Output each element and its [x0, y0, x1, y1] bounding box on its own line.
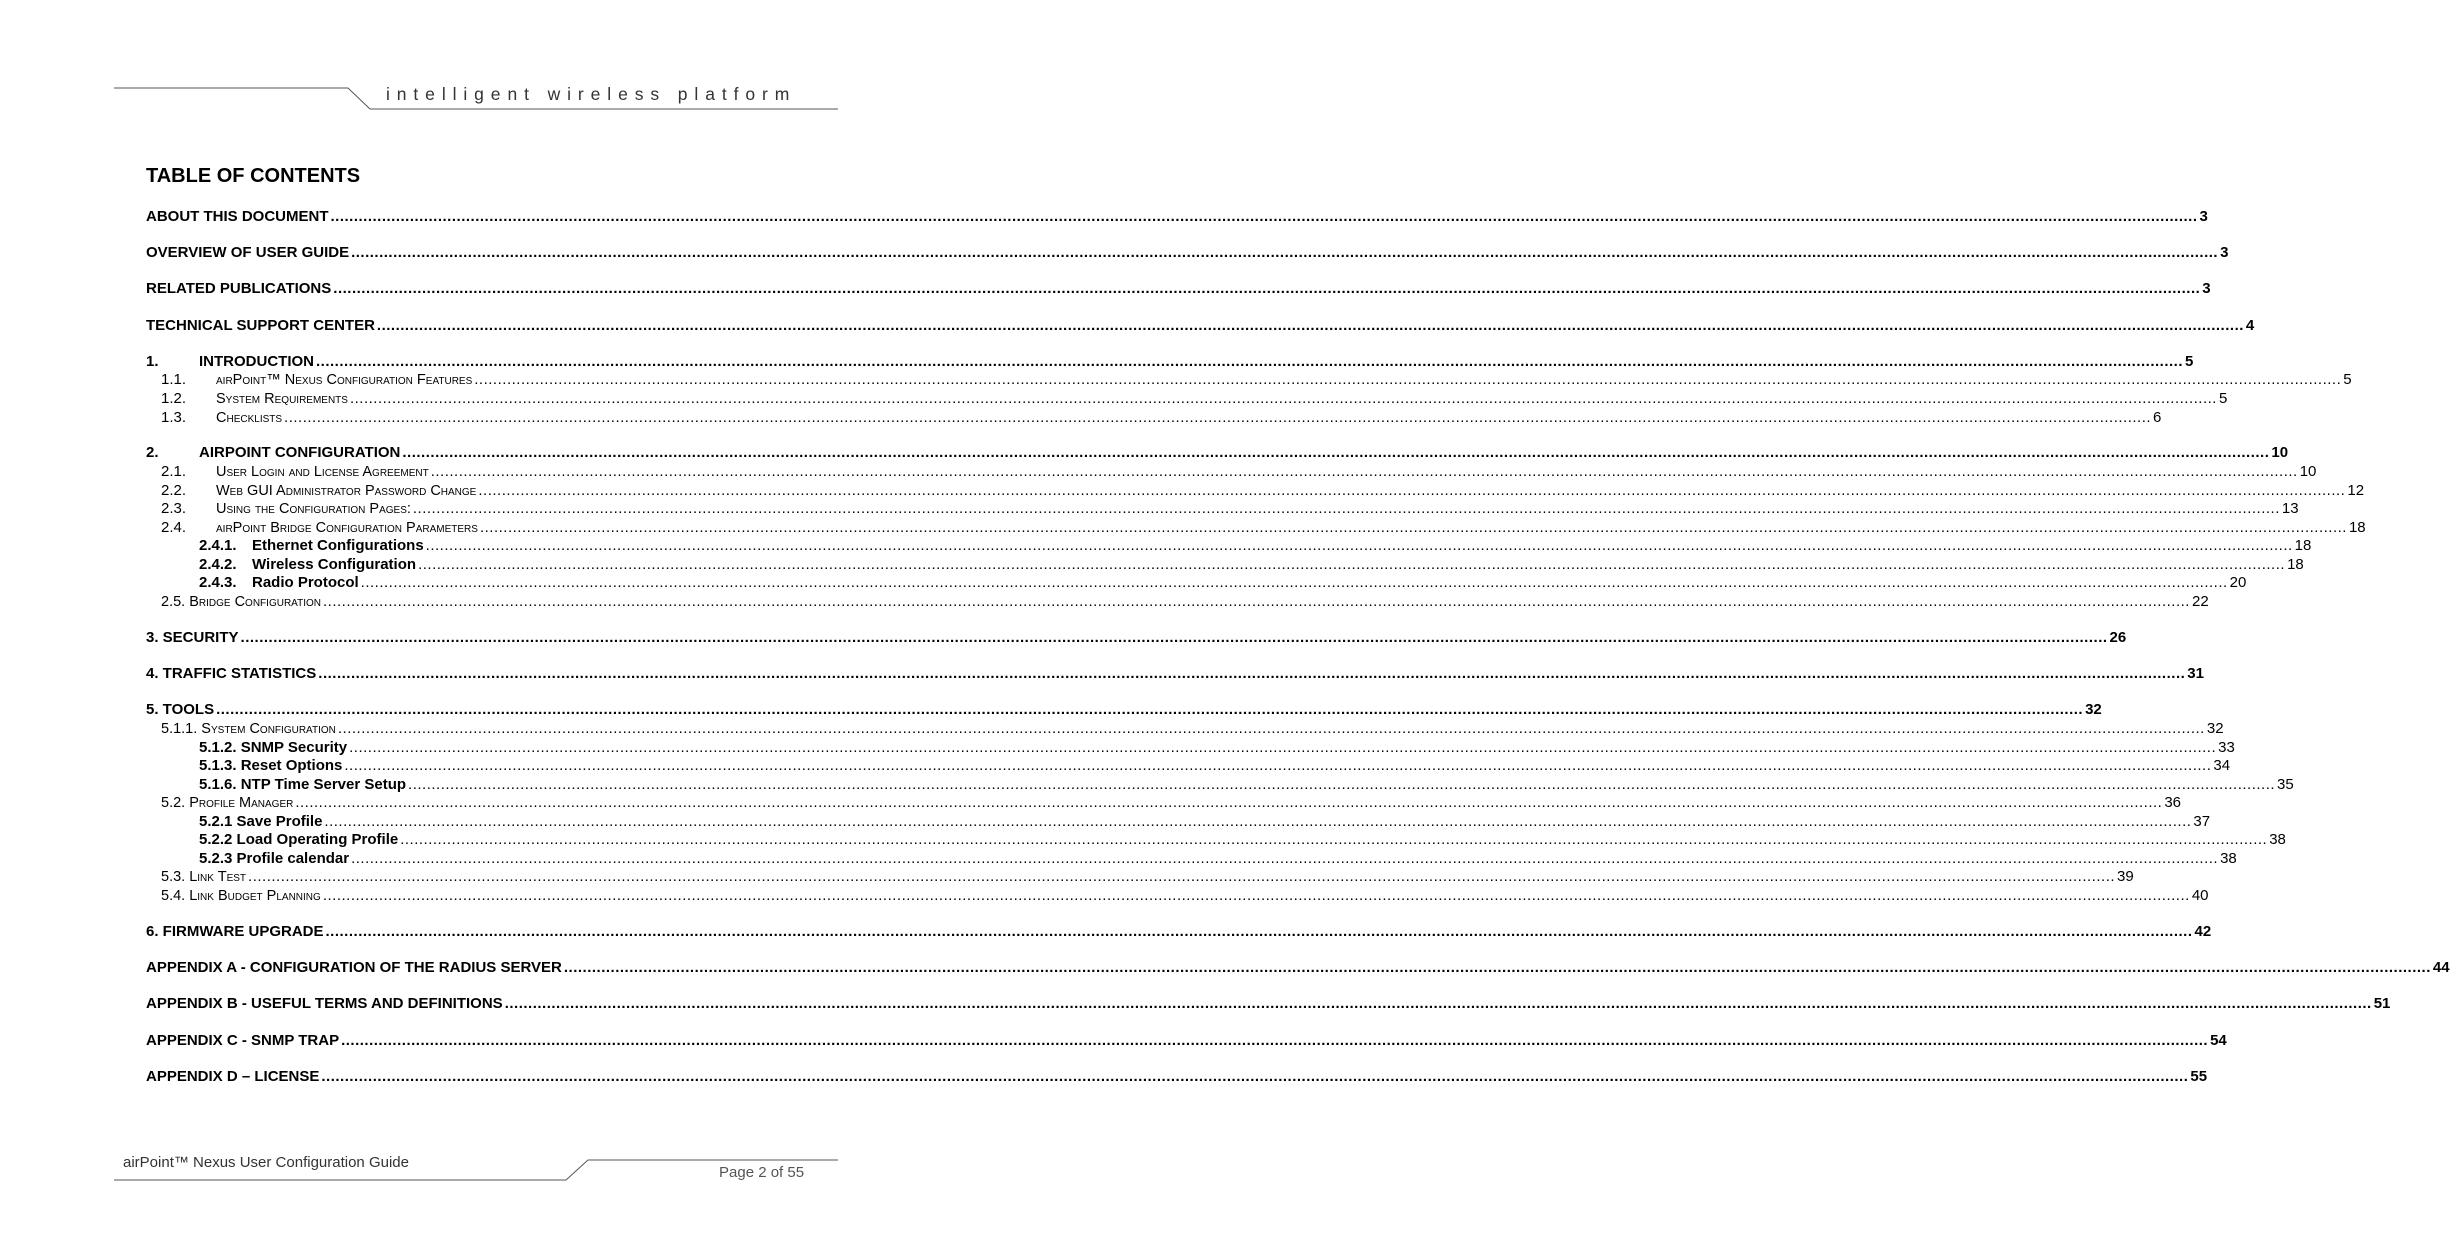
toc-entry-label: 6. FIRMWARE UPGRADE — [146, 923, 324, 940]
toc-entry-label: 5.2.3 Profile calendar — [199, 850, 350, 867]
toc-dot-leader: ................................................................................................................................................................................................................................................................................................................................................................................................................ — [474, 371, 2342, 388]
toc-entry-page: 22 — [2191, 593, 2209, 610]
toc-entry-number: 2.4.3. — [199, 574, 237, 591]
toc-entry[interactable] — [146, 922, 2212, 941]
toc-entry[interactable] — [146, 628, 2127, 647]
toc-entry-page: 34 — [2213, 757, 2231, 774]
toc-entry-page: 38 — [2269, 831, 2286, 848]
toc-entry-label: Wireless Configuration — [252, 556, 417, 573]
toc-dot-leader: ................................................................................................................................................................................................................................................................................................................................................................................................................ — [402, 444, 2270, 461]
footer-doc-title: airPoint™ Nexus User Configuration Guide — [123, 1154, 409, 1171]
toc-dot-leader: ................................................................................................................................................................................................................................................................................................................................................................................................................ — [318, 665, 2186, 682]
toc-entry[interactable] — [146, 536, 2312, 555]
toc-entry-number: 2.2. — [161, 482, 187, 499]
toc-entry-label: 5. TOOLS — [146, 701, 215, 718]
toc-dot-leader: ................................................................................................................................................................................................................................................................................................................................................................................................................ — [563, 959, 2431, 976]
toc-entry-page: 10 — [2271, 444, 2289, 461]
toc-entry-label: 5.1.3. Reset Options — [199, 757, 343, 774]
toc-dot-leader: ................................................................................................................................................................................................................................................................................................................................................................................................................ — [295, 794, 2163, 811]
toc-entry-page: 51 — [2373, 995, 2391, 1012]
footer-page-number: Page 2 of 55 — [719, 1164, 805, 1181]
toc-entry-page: 36 — [2164, 794, 2182, 811]
toc-entry-page: 4 — [2245, 317, 2255, 334]
toc-entry-label: 5.1.2. SNMP Security — [199, 739, 348, 756]
toc-entry[interactable] — [146, 499, 2299, 518]
toc-entry-number: 1.3. — [161, 409, 187, 426]
toc-entry[interactable] — [146, 812, 2211, 831]
toc-entry-label: 3. SECURITY — [146, 629, 239, 646]
toc-entry-label: User Login and License Agreement — [216, 464, 429, 480]
toc-entry-label: APPENDIX D – LICENSE — [146, 1068, 320, 1085]
toc-entry-label: APPENDIX A - CONFIGURATION OF THE RADIUS SERVER — [146, 959, 562, 976]
toc-entry-page: 5 — [2185, 353, 2194, 370]
toc-entry-page: 44 — [2432, 959, 2450, 976]
toc-entry[interactable] — [146, 886, 2209, 905]
toc-entry-page: 18 — [2348, 519, 2366, 536]
toc-entry-label: 5.2. Profile Manager — [161, 795, 294, 811]
toc-dot-leader: ................................................................................................................................................................................................................................................................................................................................................................................................................ — [322, 593, 2190, 610]
toc-dot-leader: ................................................................................................................................................................................................................................................................................................................................................................................................................ — [412, 500, 2280, 517]
toc-entry-label: Web GUI Administrator Password Change — [216, 483, 477, 499]
toc-entry-page: 18 — [2294, 537, 2312, 554]
header-tagline: intelligent wireless platform — [386, 84, 797, 104]
toc-entry-page: 33 — [2218, 739, 2235, 756]
toc-entry-label: AIRPOINT CONFIGURATION — [199, 444, 401, 461]
toc-entry[interactable] — [146, 207, 2208, 226]
toc-entry-page: 54 — [2210, 1032, 2227, 1049]
toc-entry[interactable] — [146, 664, 2204, 683]
toc-entry-page: 10 — [2299, 463, 2317, 480]
toc-entry-page: 18 — [2287, 556, 2304, 573]
toc-entry-page: 3 — [2220, 244, 2229, 261]
toc-entry-number: 2.3. — [161, 500, 187, 517]
toc-entry-label: ABOUT THIS DOCUMENT — [146, 208, 329, 225]
toc-entry-label: 5.4. Link Budget Planning — [161, 888, 321, 904]
toc-entry-number: 2.1. — [161, 463, 187, 480]
toc-entry-page: 40 — [2191, 887, 2209, 904]
toc-entry-number: 2. — [146, 444, 159, 461]
toc-entry-label: 5.1.1. System Configuration — [161, 721, 336, 737]
toc-entry-page: 32 — [2206, 720, 2224, 737]
toc-entry-label: 5.1.6. NTP Time Server Setup — [199, 776, 407, 793]
toc-entry[interactable] — [146, 738, 2235, 757]
toc-entry-page: 32 — [2085, 701, 2102, 718]
toc-dot-leader: ................................................................................................................................................................................................................................................................................................................................................................................................................ — [351, 244, 2219, 261]
toc-entry[interactable] — [146, 994, 2391, 1013]
toc-entry-page: 35 — [2277, 776, 2294, 793]
toc-entry-label: 5.2.1 Save Profile — [199, 813, 323, 830]
toc-dot-leader: ................................................................................................................................................................................................................................................................................................................................................................................................................ — [330, 208, 2198, 225]
toc-entry-label: 4. TRAFFIC STATISTICS — [146, 665, 317, 682]
toc-entry[interactable] — [146, 462, 2317, 481]
toc-entry[interactable] — [146, 867, 2134, 886]
toc-entry[interactable] — [146, 352, 2194, 371]
toc-dot-leader: ................................................................................................................................................................................................................................................................................................................................................................................................................ — [321, 1068, 2189, 1085]
toc-entry-label: Ethernet Configurations — [252, 537, 424, 554]
toc-entry[interactable] — [146, 279, 2211, 298]
toc-dot-leader: ................................................................................................................................................................................................................................................................................................................................................................................................................ — [349, 739, 2217, 756]
toc-entry[interactable] — [146, 958, 2450, 977]
toc-dot-leader: ................................................................................................................................................................................................................................................................................................................................................................................................................ — [430, 463, 2298, 480]
toc-entry-page: 12 — [2347, 482, 2365, 499]
toc-entry[interactable] — [146, 830, 2286, 849]
toc-entry[interactable] — [146, 481, 2365, 500]
table-of-contents — [146, 0, 2450, 1235]
toc-dot-leader: ................................................................................................................................................................................................................................................................................................................................................................................................................ — [479, 519, 2347, 536]
toc-entry-label: Using the Configuration Pages: — [216, 501, 411, 517]
toc-entry-label: Radio Protocol — [252, 574, 359, 591]
toc-dot-leader: ................................................................................................................................................................................................................................................................................................................................................................................................................ — [504, 995, 2372, 1012]
toc-entry-label: INTRODUCTION — [199, 353, 314, 370]
toc-dot-leader: ................................................................................................................................................................................................................................................................................................................................................................................................................ — [324, 813, 2192, 830]
toc-entry[interactable] — [146, 849, 2237, 868]
toc-dot-leader: ................................................................................................................................................................................................................................................................................................................................................................................................................ — [478, 482, 2346, 499]
toc-dot-leader: ................................................................................................................................................................................................................................................................................................................................................................................................................ — [408, 776, 2276, 793]
toc-entry-page: 6 — [2153, 409, 2162, 426]
toc-entry[interactable] — [146, 1031, 2227, 1050]
toc-entry-page: 55 — [2190, 1068, 2208, 1085]
toc-dot-leader: ................................................................................................................................................................................................................................................................................................................................................................................................................ — [316, 353, 2183, 370]
toc-entry-number: 1.2. — [161, 390, 187, 407]
page-title: TABLE OF CONTENTS — [146, 165, 361, 187]
toc-entry[interactable] — [146, 1067, 2208, 1086]
toc-entry[interactable] — [146, 573, 2247, 592]
toc-entry-page: 3 — [2199, 208, 2208, 225]
toc-entry[interactable] — [146, 389, 2228, 408]
toc-entry-page: 5 — [2218, 390, 2228, 407]
toc-entry[interactable] — [146, 756, 2231, 775]
toc-entry-number: 1.1. — [161, 371, 187, 388]
toc-dot-leader: ................................................................................................................................................................................................................................................................................................................................................................................................................ — [325, 923, 2193, 940]
toc-entry-label: 5.3. Link Test — [161, 869, 247, 885]
toc-entry-number: 2.4. — [161, 519, 187, 536]
toc-dot-leader: ................................................................................................................................................................................................................................................................................................................................................................................................................ — [376, 317, 2244, 334]
toc-entry-label: TECHNICAL SUPPORT CENTER — [146, 317, 375, 334]
toc-entry-page: 37 — [2193, 813, 2211, 830]
toc-entry[interactable] — [146, 700, 2102, 719]
toc-entry-label: OVERVIEW OF USER GUIDE — [146, 244, 350, 261]
toc-dot-leader: ................................................................................................................................................................................................................................................................................................................................................................................................................ — [351, 850, 2219, 867]
toc-entry-label: 5.2.2 Load Operating Profile — [199, 831, 399, 848]
toc-entry-label: airPoint™ Nexus Configuration Features — [216, 372, 473, 388]
toc-dot-leader: ................................................................................................................................................................................................................................................................................................................................................................................................................ — [284, 409, 2152, 426]
toc-entry-label: APPENDIX B - USEFUL TERMS AND DEFINITIONS — [146, 995, 503, 1012]
toc-entry[interactable] — [146, 243, 2229, 262]
toc-dot-leader: ................................................................................................................................................................................................................................................................................................................................................................................................................ — [216, 701, 2084, 718]
toc-entry[interactable] — [146, 370, 2352, 389]
toc-dot-leader: ................................................................................................................................................................................................................................................................................................................................................................................................................ — [400, 831, 2268, 848]
toc-entry-page: 26 — [2109, 629, 2127, 646]
toc-entry[interactable] — [146, 592, 2209, 611]
toc-dot-leader: ................................................................................................................................................................................................................................................................................................................................................................................................................ — [240, 629, 2108, 646]
toc-dot-leader: ................................................................................................................................................................................................................................................................................................................................................................................................................ — [349, 390, 2217, 407]
toc-entry[interactable] — [146, 555, 2304, 574]
toc-entry-page: 20 — [2229, 574, 2247, 591]
toc-dot-leader: ................................................................................................................................................................................................................................................................................................................................................................................................................ — [360, 574, 2228, 591]
toc-dot-leader: ................................................................................................................................................................................................................................................................................................................................................................................................................ — [337, 720, 2205, 737]
toc-dot-leader: ................................................................................................................................................................................................................................................................................................................................................................................................................ — [344, 757, 2212, 774]
toc-entry-label: System Requirements — [216, 391, 348, 407]
toc-dot-leader: ................................................................................................................................................................................................................................................................................................................................................................................................................ — [418, 556, 2286, 573]
toc-entry-number: 2.4.1. — [199, 537, 237, 554]
toc-entry-page: 31 — [2187, 665, 2204, 682]
toc-entry-page: 3 — [2202, 280, 2211, 297]
toc-entry[interactable] — [146, 316, 2255, 335]
toc-entry[interactable] — [146, 793, 2182, 812]
toc-entry[interactable] — [146, 719, 2224, 738]
toc-entry-label: airPoint Bridge Configuration Parameters — [216, 520, 478, 536]
toc-entry[interactable] — [146, 775, 2294, 794]
toc-dot-leader: ................................................................................................................................................................................................................................................................................................................................................................................................................ — [333, 280, 2201, 297]
toc-dot-leader: ................................................................................................................................................................................................................................................................................................................................................................................................................ — [341, 1032, 2209, 1049]
toc-dot-leader: ................................................................................................................................................................................................................................................................................................................................................................................................................ — [322, 887, 2190, 904]
toc-entry-label: Checklists — [216, 410, 283, 426]
toc-entry[interactable] — [146, 518, 2366, 537]
toc-entry-label: APPENDIX C - SNMP TRAP — [146, 1032, 340, 1049]
toc-entry-number: 1. — [146, 353, 159, 370]
toc-entry-label: RELATED PUBLICATIONS — [146, 280, 332, 297]
toc-entry-page: 42 — [2194, 923, 2212, 940]
toc-entry-page: 5 — [2343, 371, 2352, 388]
toc-dot-leader: ................................................................................................................................................................................................................................................................................................................................................................................................................ — [425, 537, 2293, 554]
toc-entry-page: 13 — [2281, 500, 2299, 517]
toc-entry-page: 39 — [2117, 868, 2134, 885]
toc-entry-number: 2.4.2. — [199, 556, 237, 573]
toc-entry[interactable] — [146, 408, 2162, 427]
toc-entry-label: 2.5. Bridge Configuration — [161, 594, 321, 610]
toc-entry[interactable] — [146, 443, 2289, 462]
toc-entry-page: 38 — [2220, 850, 2237, 867]
toc-dot-leader: ................................................................................................................................................................................................................................................................................................................................................................................................................ — [248, 868, 2116, 885]
